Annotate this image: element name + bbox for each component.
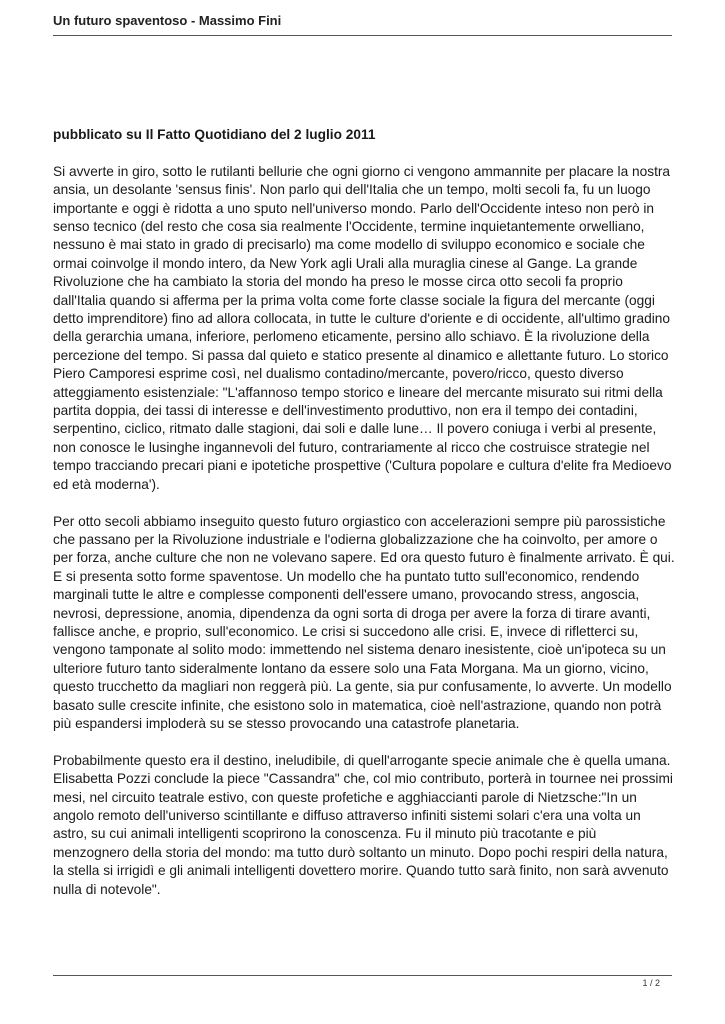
page-footer (53, 975, 672, 988)
page-number: 1 / 2 (642, 978, 660, 988)
article-paragraph: Probabilmente questo era il destino, ineludibile, di quell'arrogante specie animale che è quella umana. Elisabetta Pozzi conclude la piece "Cassandra" che, col mio contributo, porterà in tournee nei prossimi mesi, nel circuito teatrale estivo, con queste profetiche e agghiaccianti parole di Nietzsche:"In un angolo remoto dell'universo scintillante e diffuso attraverso infiniti sistemi solari c'era una volta un astro, su cui animali intelligenti scoprirono la conoscenza. Fu il minuto più tracotante e più menzognero della storia del mondo: ma tutto durò soltanto un minuto. Dopo pochi respiri della natura, la stella si irrigidì e gli animali intelligenti dovettero morire. Quando tutto sarà finito, non sarà avvenuto nulla di notevole". (53, 752, 673, 897)
article-paragraph: Si avverte in giro, sotto le rutilanti bellurie che ogni giorno ci vengono ammannite per placare la nostra ansia, un desolante 'sensus finis'. Non parlo qui dell'Italia che un tempo, molti secoli fa, fu un luogo importante e oggi è ridotta a uno sputo nell'universo mondo. Parlo dell'Occidente inteso non però in senso tecnico (del resto che cosa sia realmente l'Occidente, termine inquietantemente orwelliano, nessuno è mai stato in grado di precisarlo) ma come modello di sviluppo economico e sociale che ormai coinvolge il mondo intero, da New York agli Urali alla muraglia cinese al Gange. La grande Rivoluzione che ha cambiato la storia del mondo ha preso le mosse circa otto secoli fa proprio dall'Italia quando si afferma per la prima volta come forte classe sociale la figura del mercante (oggi detto imprenditore) fino ad allora collocata, in tutte le culture d'oriente e di occidente, all'ultimo gradino della gerarchia umana, inferiore, perlomeno eticamente, persino allo schiavo. È la rivoluzione della percezione del tempo. Si passa dal quieto e statico presente al dinamico e allettante futuro. Lo storico Piero Camporesi esprime così, nel dualismo contadino/mercante, povero/ricco, questo diverso atteggiamento esistenziale: "L'affannoso tempo storico e lineare del mercante misurato sui ritmi della partita doppia, dei tassi di interesse e dell'investimento produttivo, non era il tempo dei contadini, serpentino, ciclico, ritmato dalle stagioni, dai soli e dalle lune… Il povero coniuga i verbi al presente, non conosce le lusinghe ingannevoli del futuro, contrariamente al ricco che costruisce strategie nel tempo tracciando precari piani e ipotetiche prospettive ('Cultura popolare e cultura d'elite fra Medioevo ed età moderna'). (53, 163, 672, 492)
article-heading: pubblicato su Il Fatto Quotidiano del 2 luglio 2011 (53, 127, 376, 142)
page-header (53, 13, 672, 36)
article-body (53, 126, 675, 917)
article-paragraph: Per otto secoli abbiamo inseguito questo futuro orgiastico con accelerazioni sempre più parossistiche che passano per la Rivoluzione industriale e l'odierna globalizzazione che ha coinvolto, per amore o per forza, anche culture che non ne volevano sapere. Ed ora questo futuro è finalmente arrivato. È qui. E si presenta sotto forme spaventose. Un modello che ha puntato tutto sull'economico, rendendo marginali tutte le altre e complesse componenti dell'essere umano, provocando stress, angoscia, nevrosi, depressione, anomia, dipendenza da ogni sorta di droga per avere la forza di tirare avanti, fallisce anche, e proprio, sull'economico. Le crisi si succedono alle crisi. E, invece di rifletterci su, vengono tamponate al solito modo: immettendo nel sistema denaro inesistente, cioè un'ipoteca su un ulteriore futuro tanto sideralmente lontano da essere solo una Fata Morgana. Ma un giorno, vicino, questo trucchetto da magliari non reggerà più. La gente, sia pur confusamente, lo avverte. Un modello basato sulle crescite infinite, che esistono solo in matematica, cioè nell'astrazione, quando non potrà più espandersi imploderà su se stesso provocando una catastrofe planetaria. (53, 513, 675, 731)
document-title: Un futuro spaventoso - Massimo Fini (53, 13, 282, 28)
